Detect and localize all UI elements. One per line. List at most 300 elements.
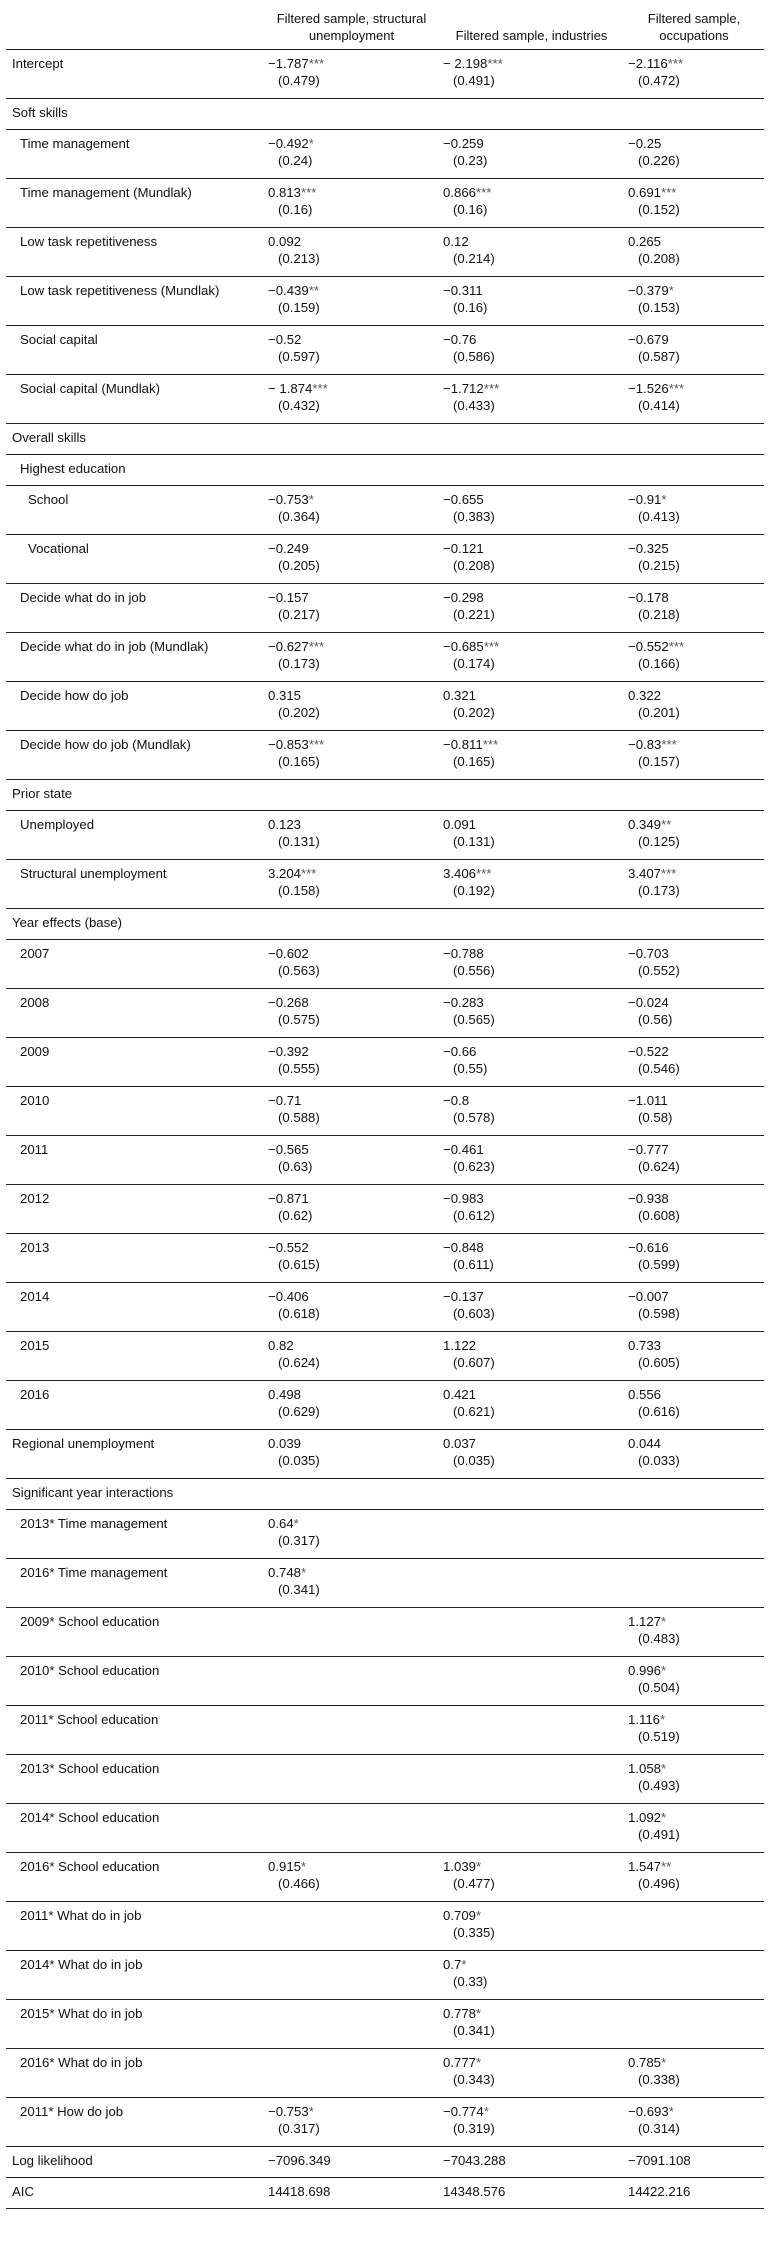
significance-stars: *	[668, 2104, 674, 2119]
table-row	[6, 633, 764, 682]
empty-cell	[624, 1951, 764, 2000]
section-row	[6, 424, 764, 455]
standard-error: (0.603)	[453, 1305, 495, 1321]
coefficient-line	[443, 866, 620, 883]
standard-error: (0.335)	[453, 1924, 495, 1940]
table-row	[6, 1430, 764, 1479]
significance-stars: *	[308, 492, 314, 507]
coefficient-cell	[264, 326, 439, 375]
significance-stars: *	[660, 1712, 666, 1727]
empty-cell	[264, 1479, 439, 1510]
row-label: 2011	[20, 1142, 49, 1157]
coefficient-cell	[439, 989, 624, 1038]
table-row	[6, 940, 764, 989]
table-row	[6, 228, 764, 277]
coefficient-line	[628, 1093, 760, 1110]
header-cell: Filtered sample, occupations	[647, 11, 741, 43]
table-row	[6, 2098, 764, 2147]
empty-cell	[439, 1706, 624, 1755]
table-row	[6, 1608, 764, 1657]
coefficient-line	[628, 1859, 760, 1876]
coefficient-cell	[264, 1038, 439, 1087]
significance-stars: ***	[661, 737, 677, 752]
empty-cell	[624, 2000, 764, 2049]
standard-error: (0.317)	[278, 2120, 320, 2136]
standard-error: (0.597)	[278, 348, 320, 364]
coefficient-cell	[264, 811, 439, 860]
standard-error: (0.33)	[453, 1973, 488, 1989]
row-label: Decide how do job (Mundlak)	[20, 737, 191, 752]
standard-error: (0.208)	[453, 557, 495, 573]
significance-stars: *	[308, 2104, 314, 2119]
coefficient-line	[443, 737, 620, 754]
coefficient-cell	[264, 1510, 439, 1559]
coefficient-line	[268, 56, 435, 73]
coefficient: 0.123	[268, 817, 302, 832]
coefficient: 0.915	[268, 1859, 302, 1874]
coefficient-cell	[624, 179, 764, 228]
standard-error: (0.546)	[638, 1060, 680, 1076]
standard-error: (0.217)	[278, 606, 320, 622]
coefficient-cell	[624, 731, 764, 780]
coefficient-cell	[264, 375, 439, 424]
table-row	[6, 1332, 764, 1381]
coefficient: −0.703	[628, 946, 669, 961]
coefficient-line	[443, 185, 620, 202]
coefficient: 0.556	[628, 1387, 662, 1402]
significance-stars: ***	[308, 737, 325, 752]
coefficient-cell	[439, 731, 624, 780]
empty-cell	[264, 1755, 439, 1804]
empty-cell	[264, 2000, 439, 2049]
coefficient-cell	[624, 633, 764, 682]
coefficient-cell	[264, 1283, 439, 1332]
significance-stars: **	[661, 1859, 672, 1874]
coefficient: 1.122	[443, 1338, 477, 1353]
coefficient-cell	[264, 1381, 439, 1430]
section-label: Overall skills	[12, 430, 87, 445]
coefficient-cell	[439, 50, 624, 99]
coefficient-line	[443, 1142, 620, 1159]
coefficient: 0.866	[443, 185, 477, 200]
standard-error: (0.215)	[638, 557, 680, 573]
coefficient-cell	[624, 1283, 764, 1332]
coefficient-line	[268, 332, 435, 349]
coefficient-line	[628, 541, 760, 558]
coefficient: −0.627	[268, 639, 309, 654]
significance-stars: *	[661, 1614, 667, 1629]
coefficient-line	[628, 283, 760, 300]
significance-stars: ***	[482, 737, 499, 752]
coefficient: −0.853	[268, 737, 309, 752]
table-row	[6, 2049, 764, 2098]
coefficient: 0.691	[628, 185, 662, 200]
coefficient-line	[268, 234, 435, 251]
coefficient: 0.82	[268, 1338, 294, 1353]
row-label: Regional unemployment	[12, 1436, 155, 1451]
table-row	[6, 1706, 764, 1755]
empty-cell	[439, 1657, 624, 1706]
standard-error: (0.491)	[453, 72, 495, 88]
coefficient: −0.91	[628, 492, 662, 507]
table-row	[6, 1510, 764, 1559]
coefficient-cell	[439, 2049, 624, 2098]
empty-cell	[264, 780, 439, 811]
coefficient-line	[628, 1191, 760, 1208]
coefficient-line	[268, 1289, 435, 1306]
coefficient-line	[628, 2055, 760, 2072]
coefficient-line	[268, 946, 435, 963]
coefficient-line	[628, 2104, 760, 2121]
table-row	[6, 811, 764, 860]
coefficient-line	[268, 2104, 435, 2121]
coefficient: −0.325	[628, 541, 669, 556]
standard-error: (0.213)	[278, 250, 320, 266]
coefficient-line	[628, 136, 760, 153]
coefficient-cell	[439, 1332, 624, 1381]
coefficient: −0.565	[268, 1142, 309, 1157]
standard-error: (0.173)	[638, 882, 680, 898]
coefficient: −0.268	[268, 995, 309, 1010]
standard-error: (0.24)	[278, 152, 313, 168]
coefficient: 3.406	[443, 866, 477, 881]
coefficient-cell	[624, 535, 764, 584]
coefficient-cell	[264, 940, 439, 989]
row-label: 2010* School education	[20, 1663, 160, 1678]
coefficient-line	[443, 1240, 620, 1257]
standard-error: (0.62)	[278, 1207, 313, 1223]
standard-error: (0.563)	[278, 962, 320, 978]
standard-error: (0.611)	[453, 1256, 494, 1272]
coefficient-cell	[439, 682, 624, 731]
standard-error: (0.575)	[278, 1011, 320, 1027]
coefficient: −1.787	[268, 56, 309, 71]
standard-error: (0.483)	[638, 1630, 680, 1646]
coefficient-line	[443, 234, 620, 251]
coefficient-cell	[624, 228, 764, 277]
coefficient-line	[628, 1663, 760, 1680]
coefficient-cell	[439, 1951, 624, 2000]
coefficient: 0.777	[443, 2055, 477, 2070]
standard-error: (0.466)	[278, 1875, 320, 1891]
coefficient: −0.379	[628, 283, 669, 298]
row-label: Low task repetitiveness (Mundlak)	[20, 283, 220, 298]
standard-error: (0.519)	[638, 1728, 680, 1744]
standard-error: (0.159)	[278, 299, 320, 315]
empty-cell	[624, 1902, 764, 1951]
table-row	[6, 1657, 764, 1706]
standard-error: (0.587)	[638, 348, 680, 364]
coefficient-cell	[624, 584, 764, 633]
coefficient-cell	[439, 1430, 624, 1479]
coefficient: 0.322	[628, 688, 662, 703]
standard-error: (0.618)	[278, 1305, 320, 1321]
stat-value: −7043.288	[443, 2153, 506, 2168]
empty-cell	[439, 1479, 624, 1510]
standard-error: (0.624)	[278, 1354, 320, 1370]
coefficient-cell	[264, 1559, 439, 1608]
coefficient-line	[268, 541, 435, 558]
coefficient-line	[443, 56, 620, 73]
coefficient-line	[628, 946, 760, 963]
significance-stars: ***	[667, 56, 684, 71]
standard-error: (0.616)	[638, 1403, 680, 1419]
standard-error: (0.504)	[638, 1679, 680, 1695]
coefficient: −1.712	[443, 381, 484, 396]
coefficient-line	[268, 1436, 435, 1453]
coefficient: −0.392	[268, 1044, 309, 1059]
coefficient: −0.406	[268, 1289, 309, 1304]
significance-stars: *	[476, 2055, 482, 2070]
coefficient: −0.157	[268, 590, 309, 605]
table-row	[6, 860, 764, 909]
row-label: 2010	[20, 1093, 50, 1108]
row-label: Unemployed	[20, 817, 95, 832]
table-body	[6, 50, 764, 2209]
coefficient-cell	[264, 179, 439, 228]
row-label: Structural unemployment	[20, 866, 167, 881]
coefficient: −0.777	[628, 1142, 669, 1157]
standard-error: (0.226)	[638, 152, 680, 168]
empty-cell	[264, 99, 439, 130]
section-label: Prior state	[12, 786, 73, 801]
coefficient-line	[268, 1859, 435, 1876]
section-row	[6, 780, 764, 811]
coefficient-cell	[439, 1283, 624, 1332]
empty-cell	[439, 1804, 624, 1853]
coefficient-cell	[439, 277, 624, 326]
standard-error: (0.343)	[453, 2071, 495, 2087]
coefficient: 0.785	[628, 2055, 662, 2070]
standard-error: (0.491)	[638, 1826, 680, 1842]
significance-stars: ***	[476, 185, 492, 200]
table-row	[6, 1087, 764, 1136]
coefficient-line	[443, 1908, 620, 1925]
row-label: 2009	[20, 1044, 50, 1059]
standard-error: (0.621)	[453, 1403, 495, 1419]
standard-error: (0.565)	[453, 1011, 495, 1027]
coefficient-cell	[439, 1381, 624, 1430]
coefficient: −0.024	[628, 995, 669, 1010]
significance-stars: *	[301, 1565, 307, 1580]
coefficient-cell	[624, 1430, 764, 1479]
coefficient-line	[268, 136, 435, 153]
row-label: 2014* School education	[20, 1810, 160, 1825]
section-label: Highest education	[20, 461, 126, 476]
coefficient: −0.25	[628, 136, 662, 151]
coefficient: −0.249	[268, 541, 309, 556]
significance-stars: ***	[483, 381, 500, 396]
coefficient: −0.71	[268, 1093, 302, 1108]
coefficient-cell	[439, 228, 624, 277]
coefficient-cell	[439, 940, 624, 989]
coefficient-cell	[264, 228, 439, 277]
coefficient-line	[628, 995, 760, 1012]
coefficient-line	[628, 1044, 760, 1061]
coefficient: 0.7	[443, 1957, 462, 1972]
coefficient: −0.461	[443, 1142, 484, 1157]
coefficient: −0.871	[268, 1191, 309, 1206]
stat-value: 14418.698	[268, 2184, 331, 2199]
coefficient-line	[443, 283, 620, 300]
coefficient: 0.748	[268, 1565, 302, 1580]
standard-error: (0.174)	[453, 655, 495, 671]
standard-error: (0.629)	[278, 1403, 320, 1419]
coefficient-cell	[264, 1185, 439, 1234]
coefficient-cell	[439, 375, 624, 424]
coefficient: 3.204	[268, 866, 302, 881]
stat-value: 14422.216	[628, 2184, 691, 2199]
coefficient-line	[443, 688, 620, 705]
empty-cell	[624, 455, 764, 486]
coefficient-cell	[264, 50, 439, 99]
standard-error: (0.221)	[453, 606, 495, 622]
coefficient-line	[628, 1436, 760, 1453]
coefficient-line	[628, 737, 760, 754]
coefficient-line	[443, 2055, 620, 2072]
row-label: 2015	[20, 1338, 50, 1353]
coefficient-line	[268, 639, 435, 656]
row-label: Intercept	[12, 56, 64, 71]
coefficient-cell	[624, 1608, 764, 1657]
standard-error: (0.16)	[453, 201, 488, 217]
coefficient-cell	[624, 940, 764, 989]
coefficient: −0.137	[443, 1289, 484, 1304]
table-row	[6, 1381, 764, 1430]
table-row	[6, 731, 764, 780]
empty-cell	[439, 1559, 624, 1608]
row-label: Decide what do in job (Mundlak)	[20, 639, 209, 654]
significance-stars: *	[483, 2104, 489, 2119]
section-row	[6, 99, 764, 130]
empty-cell	[439, 455, 624, 486]
coefficient-line	[268, 381, 435, 398]
coefficient-line	[628, 688, 760, 705]
coefficient-cell	[439, 326, 624, 375]
table-row	[6, 535, 764, 584]
standard-error: (0.63)	[278, 1158, 313, 1174]
coefficient: 0.64	[268, 1516, 294, 1531]
significance-stars: *	[661, 492, 667, 507]
standard-error: (0.364)	[278, 508, 320, 524]
standard-error: (0.153)	[638, 299, 680, 315]
coefficient-line	[268, 737, 435, 754]
coefficient: 1.058	[628, 1761, 662, 1776]
empty-cell	[439, 780, 624, 811]
standard-error: (0.033)	[638, 1452, 680, 1468]
coefficient-line	[443, 1191, 620, 1208]
standard-error: (0.16)	[453, 299, 488, 315]
standard-error: (0.173)	[278, 655, 320, 671]
coefficient: −0.753	[268, 2104, 309, 2119]
standard-error: (0.624)	[638, 1158, 680, 1174]
standard-error: (0.338)	[638, 2071, 680, 2087]
row-label: 2016* School education	[20, 1859, 160, 1874]
significance-stars: ***	[308, 639, 325, 654]
table-row	[6, 2000, 764, 2049]
coefficient-line	[268, 185, 435, 202]
empty-cell	[439, 99, 624, 130]
coefficient-cell	[624, 1332, 764, 1381]
standard-error: (0.317)	[278, 1532, 320, 1548]
standard-error: (0.202)	[278, 704, 320, 720]
coefficient-line	[443, 1093, 620, 1110]
coefficient: −0.007	[628, 1289, 669, 1304]
significance-stars: *	[301, 1859, 307, 1874]
table-row	[6, 1755, 764, 1804]
coefficient-line	[268, 492, 435, 509]
row-label: Social capital	[20, 332, 98, 347]
standard-error: (0.552)	[638, 962, 680, 978]
coefficient: −0.753	[268, 492, 309, 507]
row-label: AIC	[12, 2184, 34, 2199]
row-label: 2015* What do in job	[20, 2006, 143, 2021]
coefficient-line	[628, 1142, 760, 1159]
row-label: Low task repetitiveness	[20, 234, 158, 249]
standard-error: (0.493)	[638, 1777, 680, 1793]
standard-error: (0.578)	[453, 1109, 495, 1125]
coefficient-line	[628, 56, 760, 73]
coefficient: −0.52	[268, 332, 302, 347]
coefficient-line	[443, 492, 620, 509]
row-label: 2013	[20, 1240, 50, 1255]
table-row	[6, 1804, 764, 1853]
table-row	[6, 1283, 764, 1332]
standard-error: (0.555)	[278, 1060, 320, 1076]
coefficient: −0.983	[443, 1191, 484, 1206]
coefficient: −0.848	[443, 1240, 484, 1255]
empty-cell	[264, 424, 439, 455]
coefficient-cell	[439, 486, 624, 535]
coefficient-cell	[439, 633, 624, 682]
coefficient-cell	[439, 584, 624, 633]
significance-stars: *	[668, 283, 674, 298]
coefficient-cell	[439, 179, 624, 228]
coefficient-line	[628, 492, 760, 509]
coefficient-line	[268, 1191, 435, 1208]
coefficient-line	[268, 1516, 435, 1533]
coefficient-line	[628, 1614, 760, 1631]
coefficient-cell	[624, 1706, 764, 1755]
coefficient-line	[443, 541, 620, 558]
coefficient-line	[628, 639, 760, 656]
coefficient-cell	[264, 1136, 439, 1185]
empty-cell	[624, 909, 764, 940]
standard-error: (0.165)	[453, 753, 495, 769]
coefficient-cell	[439, 2000, 624, 2049]
coefficient: −0.693	[628, 2104, 669, 2119]
significance-stars: ***	[476, 866, 492, 881]
standard-error: (0.58)	[638, 1109, 673, 1125]
coefficient-line	[628, 1240, 760, 1257]
standard-error: (0.605)	[638, 1354, 680, 1370]
coefficient-cell	[439, 811, 624, 860]
coefficient-line	[628, 1761, 760, 1778]
standard-error: (0.598)	[638, 1305, 680, 1321]
significance-stars: *	[661, 1663, 667, 1678]
coefficient: 0.733	[628, 1338, 662, 1353]
coefficient-line	[268, 688, 435, 705]
standard-error: (0.414)	[638, 397, 680, 413]
coefficient: −0.298	[443, 590, 484, 605]
empty-cell	[264, 1657, 439, 1706]
coefficient-line	[443, 1957, 620, 1974]
coefficient: 0.498	[268, 1387, 302, 1402]
coefficient: 1.127	[628, 1614, 662, 1629]
coefficient: −0.655	[443, 492, 484, 507]
row-label: Decide how do job	[20, 688, 129, 703]
coefficient-cell	[264, 486, 439, 535]
